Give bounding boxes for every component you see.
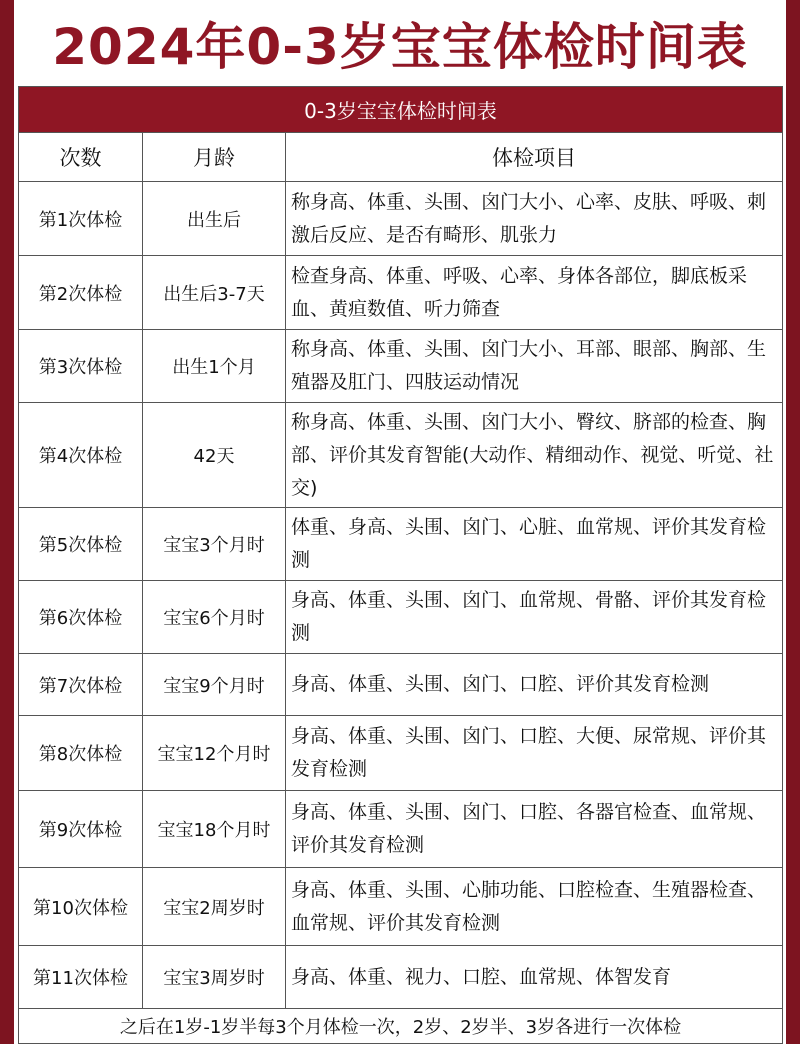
table-row — [19, 330, 783, 403]
checkup-count: 第6次体检 — [19, 581, 143, 654]
table-row — [19, 182, 783, 256]
checkup-age: 宝宝9个月时 — [143, 654, 286, 716]
checkup-count: 第8次体检 — [19, 716, 143, 791]
checkup-age: 宝宝18个月时 — [143, 791, 286, 868]
checkup-items: 检查身高、体重、呼吸、心率、身体各部位，脚底板采血、黄疸数值、听力筛查 — [286, 256, 783, 330]
checkup-age: 出生1个月 — [143, 330, 286, 403]
checkup-count: 第9次体检 — [19, 791, 143, 868]
checkup-age: 42天 — [143, 403, 286, 508]
schedule-footnote: 之后在1岁-1岁半每3个月体检一次，2岁、2岁半、3岁各进行一次体检 — [19, 1009, 783, 1044]
table-row — [19, 946, 783, 1009]
checkup-count: 第3次体检 — [19, 330, 143, 403]
checkup-count: 第1次体检 — [19, 182, 143, 256]
table-row — [19, 256, 783, 330]
header-age: 月龄 — [143, 133, 286, 182]
checkup-age: 宝宝2周岁时 — [143, 868, 286, 946]
checkup-age: 宝宝3周岁时 — [143, 946, 286, 1009]
table-row — [19, 868, 783, 946]
table-header-row — [19, 133, 783, 182]
checkup-items: 身高、体重、头围、囟门、口腔、评价其发育检测 — [286, 654, 783, 716]
table-row — [19, 581, 783, 654]
checkup-items: 称身高、体重、头围、囟门大小、心率、皮肤、呼吸、刺激后反应、是否有畸形、肌张力 — [286, 182, 783, 256]
checkup-table-wrapper — [18, 86, 782, 1044]
checkup-items: 身高、体重、视力、口腔、血常规、体智发育 — [286, 946, 783, 1009]
checkup-items: 称身高、体重、头围、囟门大小、耳部、眼部、胸部、生殖器及肛门、四肢运动情况 — [286, 330, 783, 403]
table-row — [19, 403, 783, 508]
checkup-count: 第5次体检 — [19, 508, 143, 581]
table-row — [19, 508, 783, 581]
checkup-schedule-table — [18, 86, 783, 1044]
checkup-items: 称身高、体重、头围、囟门大小、臀纹、脐部的检查、胸部、评价其发育智能(大动作、精细动作、视觉、听觉、社交) — [286, 403, 783, 508]
checkup-age: 出生后3-7天 — [143, 256, 286, 330]
checkup-age: 宝宝3个月时 — [143, 508, 286, 581]
checkup-age: 宝宝12个月时 — [143, 716, 286, 791]
checkup-items: 身高、体重、头围、囟门、口腔、大便、尿常规、评价其发育检测 — [286, 716, 783, 791]
checkup-items: 身高、体重、头围、囟门、血常规、骨骼、评价其发育检测 — [286, 581, 783, 654]
header-count: 次数 — [19, 133, 143, 182]
checkup-count: 第7次体检 — [19, 654, 143, 716]
table-row — [19, 654, 783, 716]
table-banner-row — [19, 87, 783, 133]
checkup-count: 第4次体检 — [19, 403, 143, 508]
checkup-items: 身高、体重、头围、心肺功能、口腔检查、生殖器检查、血常规、评价其发育检测 — [286, 868, 783, 946]
checkup-age: 出生后 — [143, 182, 286, 256]
checkup-items: 身高、体重、头围、囟门、口腔、各器官检查、血常规、评价其发育检测 — [286, 791, 783, 868]
table-footer-row — [19, 1009, 783, 1044]
header-items: 体检项目 — [286, 133, 783, 182]
checkup-count: 第11次体检 — [19, 946, 143, 1009]
checkup-count: 第10次体检 — [19, 868, 143, 946]
checkup-count: 第2次体检 — [19, 256, 143, 330]
table-banner: 0-3岁宝宝体检时间表 — [19, 87, 783, 133]
checkup-age: 宝宝6个月时 — [143, 581, 286, 654]
checkup-items: 体重、身高、头围、囟门、心脏、血常规、评价其发育检测 — [286, 508, 783, 581]
page-title: 2024年0-3岁宝宝体检时间表 — [52, 18, 748, 76]
table-row — [19, 716, 783, 791]
table-row — [19, 791, 783, 868]
